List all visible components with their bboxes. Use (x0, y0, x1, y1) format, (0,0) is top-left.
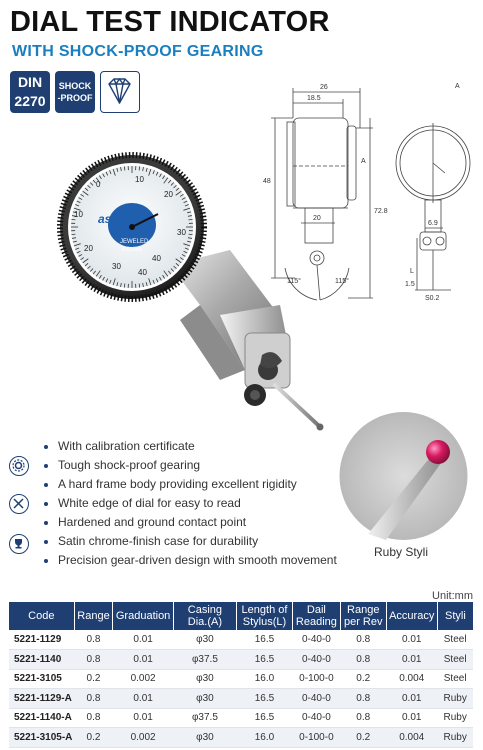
col-accuracy (386, 602, 437, 630)
dial-tick (71, 234, 75, 235)
dial-num-30: 30 (177, 228, 186, 237)
col-dial-reading (292, 602, 340, 630)
shock-proof-badge (55, 71, 95, 113)
col-length-l2: Stylus(L) (242, 616, 287, 628)
dim-l: L (410, 268, 414, 275)
dial-num-40b: 40 (138, 268, 147, 277)
table-cell: 5221-3105-A (9, 728, 74, 748)
table-cell: 0.2 (74, 728, 113, 748)
table-cell: Steel (443, 673, 467, 685)
dim-20: 20 (313, 215, 321, 222)
table-row (9, 630, 473, 650)
din-badge-line2: 2270 (14, 93, 46, 109)
table-cell: 0.8 (340, 689, 386, 709)
table-row (9, 669, 473, 689)
dim-26: 26 (320, 84, 328, 91)
gear-icon (9, 456, 29, 476)
table-cell: 0.01 (113, 650, 174, 670)
table-cell: Ruby (443, 712, 467, 724)
table-cell: 5221-1140-A (14, 712, 72, 724)
table-cell: 5221-1129 (14, 634, 62, 645)
table-cell: 16.5 (254, 634, 275, 645)
dial-brand: asqua (98, 212, 133, 226)
col-dial-l2: Reading (295, 616, 337, 628)
dim-radius: 1.5 (405, 281, 415, 288)
feature-item: Hardened and ground contact point (42, 513, 337, 532)
col-styli-l1: Styli (445, 610, 466, 622)
col-casing-l1: Casing (187, 604, 223, 616)
shock-badge-line2: -PROOF (57, 93, 93, 103)
page-subtitle: WITH SHOCK-PROOF GEARING (12, 43, 264, 60)
tools-icon (9, 494, 29, 514)
table-cell: Steel (443, 634, 467, 645)
dial-tick (124, 166, 125, 170)
col-length (236, 602, 292, 630)
table-header-row (9, 602, 473, 630)
table-cell: 16.5 (236, 689, 292, 709)
table-cell: 16.0 (254, 673, 275, 685)
dim-72-8: 72.8 (374, 208, 388, 215)
table-cell: 0-100-0 (299, 673, 334, 685)
table-cell: 0-40-0 (292, 689, 340, 709)
table-cell: φ30 (173, 689, 236, 709)
table-cell: 0.01 (113, 689, 174, 709)
table-cell: 0.8 (340, 650, 386, 670)
dial-tick (189, 234, 193, 235)
dial-num-10b: 10 (74, 210, 83, 219)
table-cell: 0-40-0 (292, 650, 340, 670)
diamond-badge (100, 71, 140, 113)
table-cell: 0.01 (386, 689, 437, 709)
dial-tick (189, 219, 193, 220)
table-cell: 5221-3105 (14, 673, 62, 685)
feature-item: White edge of dial for easy to read (42, 494, 337, 513)
dial-num-20: 20 (164, 190, 173, 199)
table-cell: φ30 (173, 728, 236, 748)
dim-6-9: 6.9 (428, 220, 438, 227)
feature-item: With calibration certificate (42, 437, 337, 456)
dim-48: 48 (263, 178, 271, 185)
dial-tick (124, 284, 125, 288)
feature-item: Tough shock-proof gearing (42, 456, 337, 475)
col-graduation (113, 602, 174, 630)
table-cell: Ruby (437, 728, 473, 748)
dim-115-right: 115° (335, 278, 349, 285)
table-cell: 0.2 (340, 728, 386, 748)
table-cell: 0.004 (386, 728, 437, 748)
ruby-styli-label: Ruby Styli (374, 545, 429, 559)
table-cell: 0.2 (86, 673, 101, 685)
din-badge-line1: DIN (17, 74, 43, 90)
col-dial-l1: Dail (306, 604, 326, 616)
col-graduation-l1: Graduation (115, 610, 171, 622)
feature-item: Satin chrome-finish case for durability (42, 532, 337, 551)
table-cell: 0.8 (74, 689, 113, 709)
table-cell: 0.01 (386, 650, 437, 670)
table-cell: 0.002 (130, 673, 156, 685)
table-cell: 0.002 (113, 728, 174, 748)
table-cell: 0.2 (356, 673, 371, 685)
dim-18-5: 18.5 (307, 95, 321, 102)
col-code-l1: Code (28, 610, 55, 622)
table-cell: 0-40-0 (301, 634, 331, 645)
feature-item: A hard frame body providing excellent rigidity (42, 475, 337, 494)
table-cell: φ30 (196, 634, 214, 645)
technical-drawing (265, 78, 480, 313)
table-cell: φ37.5 (173, 650, 236, 670)
table-cell: 0-100-0 (292, 728, 340, 748)
col-casing (173, 602, 236, 630)
table-cell: Steel (437, 650, 473, 670)
page-title: DIAL TEST INDICATOR (10, 6, 330, 38)
table-cell: 0.01 (401, 634, 422, 645)
ruby-stylus-closeup (336, 410, 471, 542)
table-cell: 0.01 (133, 712, 153, 724)
table-cell: 0.004 (399, 673, 425, 685)
dial-resolution: 0.01mm (122, 247, 142, 253)
table-cell: 16.5 (254, 712, 275, 724)
dim-a-side: A (455, 83, 460, 90)
dial-num-20b: 20 (84, 244, 93, 253)
diamond-icon (101, 72, 138, 111)
dim-s0-2: S0.2 (425, 295, 440, 302)
table-cell: 16.0 (236, 728, 292, 748)
col-range (74, 602, 113, 630)
table-cell: 0.8 (356, 634, 371, 645)
table-cell: 0.01 (401, 712, 422, 724)
table-cell: 5221-1140 (9, 650, 74, 670)
dial-num-40: 40 (152, 254, 161, 263)
dial-tick (71, 219, 75, 220)
trophy-icon (9, 534, 29, 554)
unit-label: Unit:mm (432, 590, 473, 602)
dim-a-top: A (361, 158, 366, 165)
table-cell: 0-40-0 (301, 712, 331, 724)
table-cell: 0.01 (133, 634, 153, 645)
col-range-per-rev (340, 602, 386, 630)
table-cell: 0.8 (86, 712, 101, 724)
table-row (9, 708, 473, 728)
dial-jeweled: JEWELED (120, 239, 149, 245)
col-rpr-l2: per Rev (343, 616, 383, 628)
table-cell: 5221-1129-A (9, 689, 74, 709)
table-cell: 0.8 (86, 634, 101, 645)
table-cell: φ30 (196, 673, 214, 685)
table-cell: φ37.5 (191, 712, 218, 724)
dial-num-0: 0 (96, 180, 101, 189)
dial-num-10: 10 (135, 175, 144, 184)
table-row (9, 650, 473, 670)
col-length-l1: Length of (241, 604, 288, 616)
dial-tick (139, 166, 140, 170)
col-rpr-l1: Range (347, 604, 380, 616)
dial-num-30b: 30 (112, 262, 121, 271)
feature-list (42, 437, 337, 570)
col-accuracy-l1: Accuracy (389, 610, 435, 622)
table-row (9, 728, 473, 748)
col-range-l1: Range (77, 610, 110, 622)
feature-item: Precision gear-driven design with smooth movement (42, 551, 337, 570)
dial-tick (139, 284, 140, 288)
dim-115-left: 115° (287, 278, 301, 285)
col-casing-l2: Dia.(A) (187, 616, 223, 628)
table-cell: Ruby (437, 689, 473, 709)
table-cell: 0.8 (356, 712, 371, 724)
spec-table (9, 602, 473, 748)
col-styli (437, 602, 473, 630)
col-code (9, 602, 74, 630)
table-cell: 16.5 (236, 650, 292, 670)
table-cell: 0.8 (74, 650, 113, 670)
table-row (9, 689, 473, 709)
din-badge (10, 71, 50, 113)
shock-badge-line1: SHOCK (58, 81, 92, 91)
